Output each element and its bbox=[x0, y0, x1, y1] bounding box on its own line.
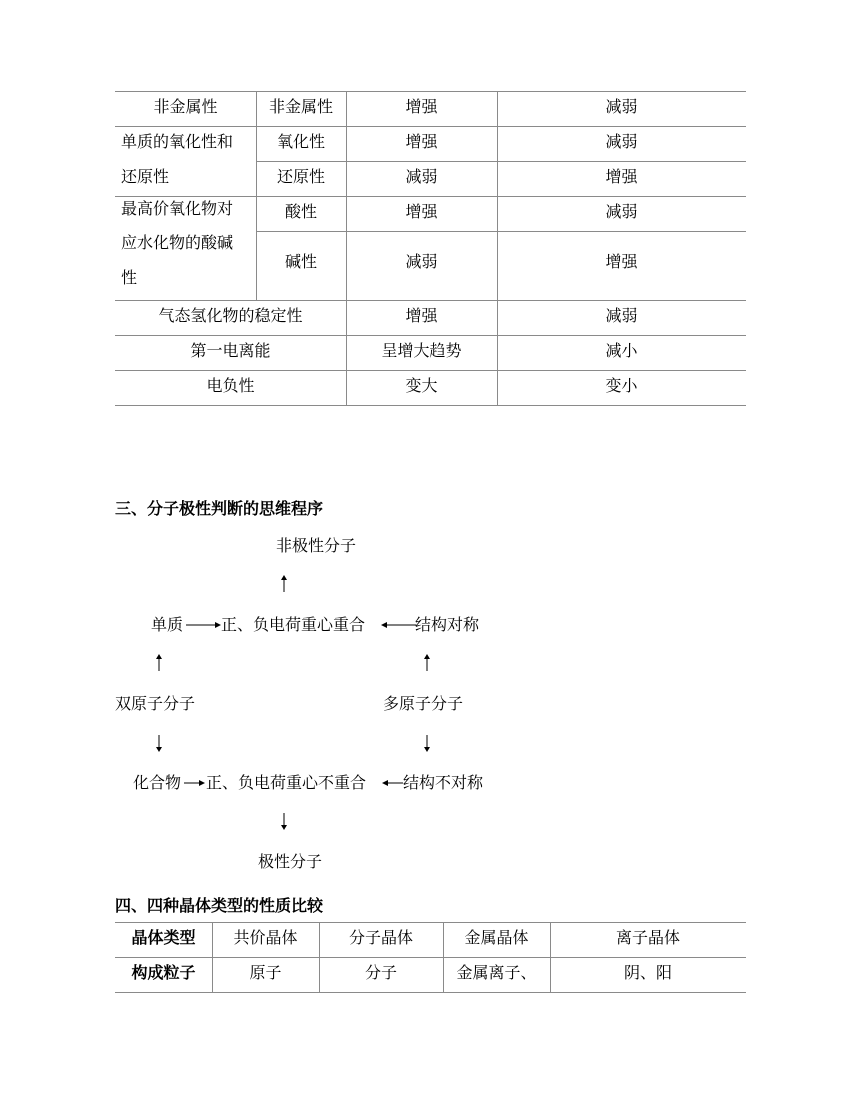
table-cell: 第一电离能 bbox=[190, 340, 271, 360]
arrow-down-icon bbox=[422, 734, 432, 752]
table-cell: 变小 bbox=[605, 375, 638, 395]
table-cell: 金属离子、 bbox=[456, 962, 537, 982]
table-cell: 变大 bbox=[405, 375, 438, 395]
table-cell: 还原性 bbox=[276, 166, 325, 186]
table-cell: 分子 bbox=[364, 962, 397, 982]
arrow-left-icon bbox=[380, 620, 416, 630]
table-cell: 减弱 bbox=[605, 131, 638, 151]
table-cell: 减弱 bbox=[605, 201, 638, 221]
flow-node-nonpolar: 非极性分子 bbox=[276, 536, 357, 555]
arrow-down-icon bbox=[154, 734, 164, 752]
arrow-down-icon bbox=[279, 812, 289, 830]
table-cell: 增强 bbox=[605, 166, 638, 186]
table-rule bbox=[115, 992, 746, 993]
table-cell: 气态氢化物的稳定性 bbox=[158, 305, 303, 325]
flow-node-symmetric: 结构对称 bbox=[415, 615, 480, 634]
table-cell: 增强 bbox=[405, 305, 438, 325]
section-heading: 四、四种晶体类型的性质比较 bbox=[115, 896, 324, 915]
flow-node-asymmetric: 结构不对称 bbox=[403, 773, 484, 792]
table-cell: 增强 bbox=[405, 201, 438, 221]
table-cell: 应水化物的酸碱 bbox=[121, 233, 234, 252]
table-cell: 呈增大趋势 bbox=[381, 340, 462, 360]
table-header-cell: 共价晶体 bbox=[233, 927, 298, 947]
section-heading: 三、分子极性判断的思维程序 bbox=[115, 499, 324, 518]
table-cell: 增强 bbox=[605, 251, 638, 271]
table-cell: 减小 bbox=[605, 340, 638, 360]
table-cell: 减弱 bbox=[405, 166, 438, 186]
table-cell: 最高价氧化物对 bbox=[121, 199, 234, 218]
table-header-cell: 晶体类型 bbox=[131, 927, 196, 947]
table-cell: 构成粒子 bbox=[131, 962, 196, 982]
table-header-cell: 金属晶体 bbox=[464, 927, 529, 947]
table-cell: 电负性 bbox=[206, 375, 255, 395]
arrow-up-icon bbox=[422, 654, 432, 672]
table-cell: 酸性 bbox=[284, 201, 317, 221]
table-cell: 单质的氧化性和 bbox=[121, 131, 234, 151]
table-rule bbox=[115, 405, 746, 406]
table-cell: 阴、阳 bbox=[623, 962, 672, 982]
table-cell: 减弱 bbox=[405, 251, 438, 271]
flow-node-coincide: 正、负电荷重心重合 bbox=[221, 615, 366, 634]
table-cell: 原子 bbox=[249, 962, 282, 982]
table-cell: 碱性 bbox=[284, 251, 317, 271]
flow-node-polyatomic: 多原子分子 bbox=[383, 694, 464, 713]
table-cell: 非金属性 bbox=[268, 96, 333, 116]
arrow-right-icon bbox=[186, 620, 222, 630]
flow-node-polar: 极性分子 bbox=[258, 852, 323, 871]
table-cell: 增强 bbox=[405, 131, 438, 151]
arrow-up-icon bbox=[279, 575, 289, 593]
table-header-cell: 离子晶体 bbox=[615, 927, 680, 947]
arrow-up-icon bbox=[154, 654, 164, 672]
arrow-left-icon bbox=[381, 778, 403, 788]
table-cell: 非金属性 bbox=[153, 96, 218, 116]
table-cell: 还原性 bbox=[121, 166, 170, 186]
flow-node-not-coincide: 正、负电荷重心不重合 bbox=[206, 773, 367, 792]
flow-node-compound: 化合物 bbox=[133, 773, 182, 792]
arrow-right-icon bbox=[184, 778, 206, 788]
table-cell: 性 bbox=[121, 268, 138, 287]
table-cell: 氧化性 bbox=[276, 131, 325, 151]
table-cell: 减弱 bbox=[605, 305, 638, 325]
table-header-cell: 分子晶体 bbox=[348, 927, 413, 947]
flow-node-diatomic: 双原子分子 bbox=[115, 694, 196, 713]
table-cell: 减弱 bbox=[605, 96, 638, 116]
table-cell: 增强 bbox=[405, 96, 438, 116]
flow-node-element: 单质 bbox=[151, 615, 184, 634]
